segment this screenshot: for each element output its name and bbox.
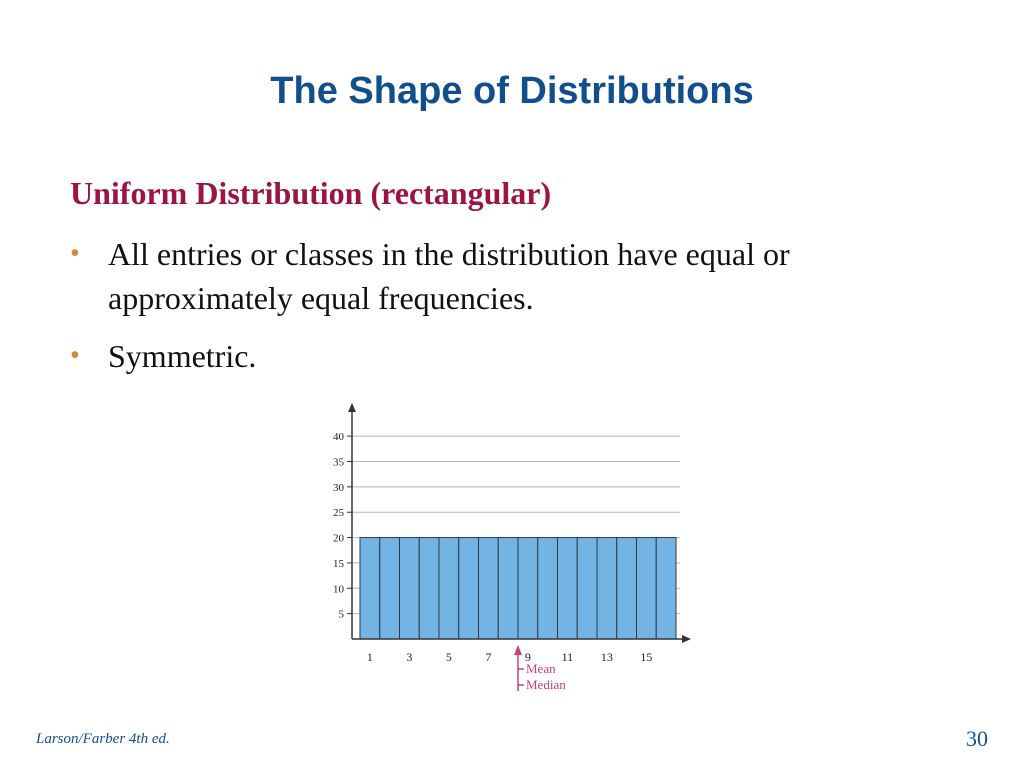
bar <box>577 538 597 639</box>
bar <box>637 538 657 639</box>
bullet-item <box>70 232 950 320</box>
bullet-list <box>70 232 950 392</box>
bullet-item <box>70 334 950 378</box>
x-axis-arrow-icon <box>682 635 691 643</box>
y-tick-label: 15 <box>333 557 344 570</box>
page-number: 30 <box>966 726 988 751</box>
bullet-dot-icon: • <box>70 238 80 269</box>
y-tick-label: 20 <box>333 532 344 545</box>
slide-title: The Shape of Distributions <box>270 70 754 112</box>
bar <box>498 538 518 639</box>
bar <box>617 538 637 639</box>
x-tick-label: 13 <box>600 650 613 664</box>
bar <box>558 538 578 639</box>
bar <box>597 538 617 639</box>
y-tick-label: 5 <box>338 608 344 621</box>
bar <box>380 538 400 639</box>
uniform-histogram <box>310 398 700 713</box>
y-axis-arrow-icon <box>348 403 356 412</box>
bar <box>656 538 676 639</box>
y-tick-label: 10 <box>333 583 344 596</box>
bar <box>479 538 499 639</box>
x-tick-label: 5 <box>445 650 452 664</box>
y-tick-label: 30 <box>333 481 344 494</box>
annotation-arrow-icon <box>514 645 522 655</box>
y-tick-label: 40 <box>333 431 344 444</box>
x-tick-label: 3 <box>406 650 413 664</box>
x-tick-label: 11 <box>561 650 574 664</box>
bar <box>518 538 538 639</box>
x-tick-label: 1 <box>366 650 373 664</box>
bar <box>538 538 558 639</box>
bar <box>439 538 459 639</box>
bar <box>360 538 380 639</box>
slide-subheading: Uniform Distribution (rectangular) <box>70 175 552 211</box>
bar <box>419 538 439 639</box>
x-tick-label: 9 <box>524 650 531 664</box>
bullet-dot-icon: • <box>70 340 80 371</box>
bullet-text: All entries or classes in the distribution have equal or approximately equal frequencies. <box>108 236 790 316</box>
x-tick-label: 15 <box>640 650 653 664</box>
bar <box>459 538 479 639</box>
footer-citation: Larson/Farber 4th ed. <box>36 731 170 747</box>
median-label: Median <box>526 677 566 692</box>
mean-label: Mean <box>526 661 556 676</box>
x-tick-label: 7 <box>485 650 492 664</box>
y-tick-label: 25 <box>333 507 344 520</box>
bar <box>400 538 420 639</box>
y-tick-label: 35 <box>333 456 344 469</box>
bullet-text: Symmetric. <box>108 338 257 374</box>
